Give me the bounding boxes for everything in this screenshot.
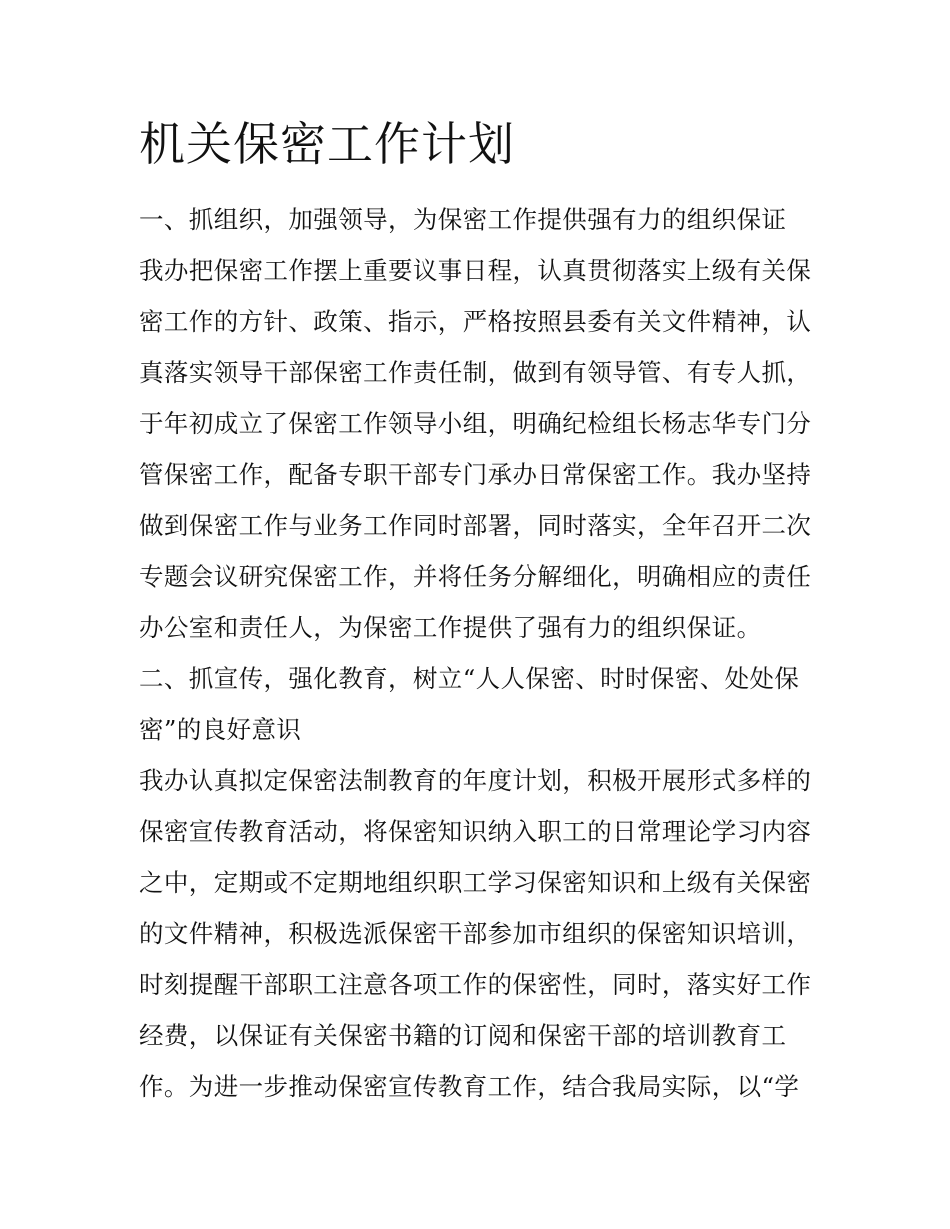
body-line: 时刻提醒干部职工注意各项工作的保密性，同时，落实好工作 — [139, 970, 812, 999]
body-line: 保密宣传教育活动，将保密知识纳入职工的日常理论学习内容 — [139, 817, 812, 846]
document-title: 机关保密工作计划 — [139, 117, 515, 171]
body-line: 之中，定期或不定期地组织职工学习保密知识和上级有关保密 — [139, 868, 812, 897]
body-line: 专题会议研究保密工作，并将任务分解细化，明确相应的责任 — [139, 562, 812, 591]
section-heading-1: 一、抓组织，加强领导，为保密工作提供强有力的组织保证 — [139, 205, 787, 234]
body-line: 我办认真拟定保密法制教育的年度计划，积极开展形式多样的 — [139, 766, 812, 795]
body-line: 做到保密工作与业务工作同时部署，同时落实，全年召开二次 — [139, 511, 812, 540]
body-line: 密工作的方针、政策、指示，严格按照县委有关文件精神，认 — [139, 307, 812, 336]
body-line: 管保密工作，配备专职干部专门承办日常保密工作。我办坚持 — [139, 460, 812, 489]
body-line: 办公室和责任人，为保密工作提供了强有力的组织保证。 — [139, 613, 762, 642]
body-line: 的文件精神，积极选派保密干部参加市组织的保密知识培训， — [139, 919, 812, 948]
body-line: 我办把保密工作摆上重要议事日程，认真贯彻落实上级有关保 — [139, 256, 812, 285]
body-line: 于年初成立了保密工作领导小组，明确纪检组长杨志华专门分 — [139, 409, 812, 438]
body-line: 经费，以保证有关保密书籍的订阅和保密干部的培训教育工 — [139, 1021, 787, 1050]
body-line: 真落实领导干部保密工作责任制，做到有领导管、有专人抓， — [139, 358, 812, 387]
body-line: 作。为进一步推动保密宣传教育工作，结合我局实际，以“学 — [139, 1072, 800, 1101]
section-heading-2: 二、抓宣传，强化教育，树立“人人保密、时时保密、处处保 — [139, 664, 800, 693]
section-heading-2-cont: 密”的良好意识 — [139, 715, 302, 744]
